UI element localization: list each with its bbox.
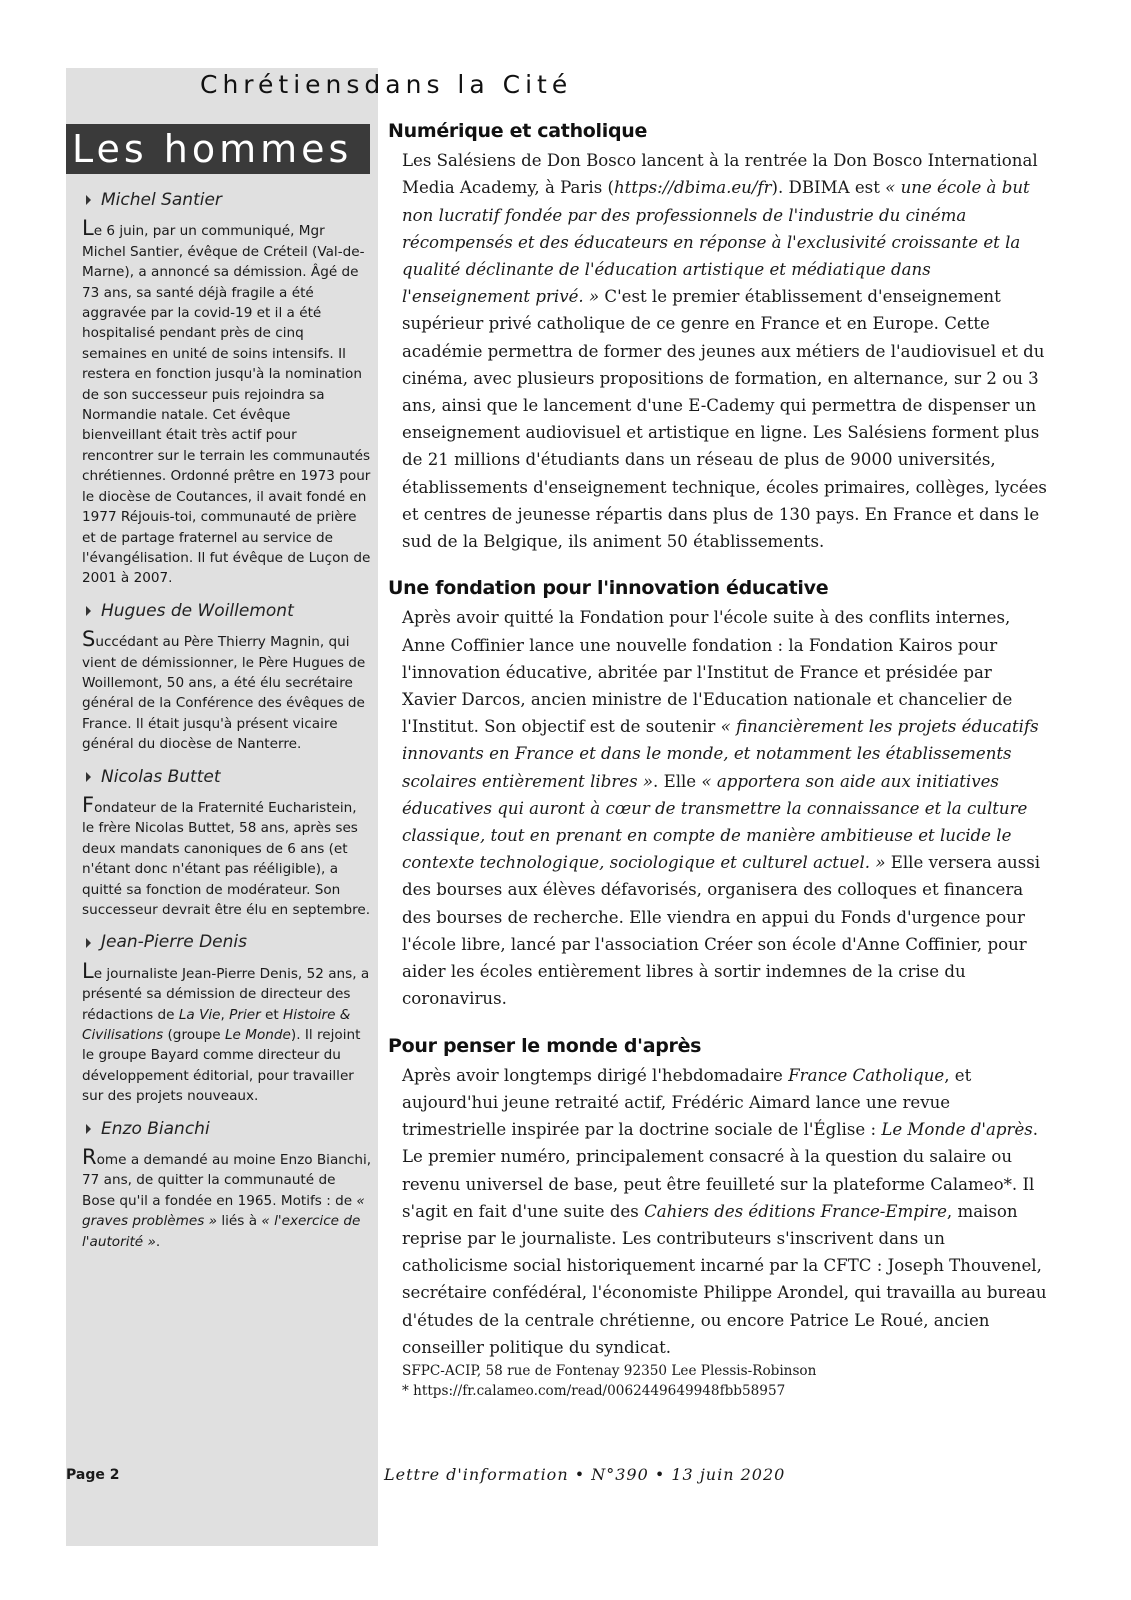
- issue-info: Lettre d'information • N°390 • 13 juin 2020: [384, 1465, 786, 1484]
- quote: « l'exercice de l'autorité »: [82, 1213, 361, 1250]
- page-number: Page 2: [66, 1467, 120, 1483]
- link-footnote[interactable]: * https://fr.calameo.com/read/0062449649948fbb58957: [402, 1382, 786, 1399]
- article-body: [402, 604, 1048, 1012]
- address-footnote: SFPC-ACIP, 58 rue de Fontenay 92350 Lee Plessis-Robinson: [402, 1362, 817, 1379]
- article-text: , maison reprise par le journaliste. Les contributeurs s'inscrivent dans un catholicisme social historiquement incarné par la CFTC : Joseph Thouvenel, secrétaire confédéral, l'économiste Philippe Arondel, qui travailla au bureau d'études de la centrale chrétienne, ou encore Patrice Le Roué, ancien conseiller politique du syndicat.: [402, 1201, 1047, 1357]
- bullet-arrow-icon: [86, 606, 91, 616]
- article-text: Après avoir quitté la Fondation pour l'école suite à des conflits internes, Anne Coffinier lance une nouvelle fondation : la Fondation Kairos pour l'innovation éducative, abritée par l'Institut de France et présidée par Xavier Darcos, ancien ministre de l'Education nationale et chancelier de l'Institut. Son objectif est de soutenir: [402, 608, 1013, 737]
- person-name: Hugues de Woillemont: [101, 600, 294, 621]
- bullet-arrow-icon: [86, 938, 91, 948]
- person-entry: [82, 190, 372, 589]
- article-text: . Le premier numéro, principalement consacré à la question du salaire ou revenu universel de base, peut être feuilleté sur la plateforme Calameo*. Il s'agit en fait d'une suite des: [402, 1120, 1039, 1221]
- person-text-part: (groupe: [163, 1027, 225, 1044]
- drop-cap: L: [82, 958, 94, 983]
- article: [388, 118, 1048, 555]
- people-column: [82, 190, 372, 1264]
- person-text-body: ondateur de la Fraternité Eucharistein, le frère Nicolas Buttet, 58 ans, après ses deux mandats canoniques de 6 ans (et n'étant donc n'étant pas rééligible), a quitté sa fonction de modérateur. Son successeur devrait être élu en septembre.: [82, 799, 371, 918]
- bullet-arrow-icon: [86, 772, 91, 782]
- person-name-heading: [86, 932, 372, 952]
- article: [388, 1033, 1048, 1401]
- drop-cap: S: [82, 627, 96, 652]
- article-link[interactable]: https://dbima.eu/fr: [613, 178, 772, 198]
- article-title: Numérique et catholique: [388, 120, 648, 142]
- article-body: [402, 147, 1048, 555]
- person-text-part: ,: [220, 1006, 230, 1023]
- drop-cap: L: [82, 216, 94, 241]
- article-text: ). DBIMA est: [771, 178, 886, 198]
- person-name: Enzo Bianchi: [101, 1118, 210, 1139]
- article-title: Une fondation pour l'innovation éducative: [388, 577, 829, 600]
- publication-title: Prier: [229, 1006, 261, 1023]
- publication-title: France Catholique: [788, 1065, 945, 1085]
- person-entry: [82, 1119, 372, 1252]
- person-entry: [82, 601, 372, 755]
- article-quote: « une école à but non lucratif fondée par des professionnels de l'industrie du cinéma récompensés et des éducateurs en réponse à l'exclusivité croissante et la qualité déclinante de l'éducation artistique et médiatique dans l'enseignement privé. »: [402, 178, 1030, 307]
- publication-title: Cahiers des éditions France-Empire: [644, 1201, 947, 1221]
- article-text: , et aujourd'hui jeune retraité actif, Frédéric Aimard lance une revue trimestrielle inspirée par la doctrine sociale de l'Église :: [402, 1065, 972, 1140]
- article-text: Après avoir longtemps dirigé l'hebdomadaire: [402, 1065, 789, 1085]
- publication-title: La Vie: [178, 1006, 221, 1023]
- article-quote: « apportera son aide aux initiatives éducatives qui auront à cœur de transmettre la connaissance et la culture classique, tout en prenant en compte de manière ambitieuse et lucide le contexte technologique, sociologique et culturel actuel. »: [402, 771, 1028, 873]
- publication-title: Le Monde: [224, 1027, 291, 1044]
- article-text: C'est le premier établissement d'enseignement supérieur privé catholique de ce genre en France et en Europe. Cette académie permettra de former des jeunes aux métiers de l'audiovisuel et du cinéma, avec plusieurs propositions de formation, en alternance, sur 2 ou 3 ans, ainsi que le lancement d'une E-Cademy qui permettra de dispenser un enseignement audiovisuel et artistique en ligne. Les Salésiens forment plus de 21 millions d'étudiants dans un réseau de plus de 9000 universités, établissements d'enseignement technique, écoles primaires, collèges, lycées et centres de jeunesse répartis dans plus de 130 pays. En France et dans le sud de la Belgique, ils animent 50 établissements.: [402, 287, 1047, 552]
- person-entry: [82, 767, 372, 921]
- article-quote: « financièrement les projets éducatifs innovants en France et dans le monde, et notamment les établissements scolaires entièrement libres »: [402, 717, 1039, 791]
- bullet-arrow-icon: [86, 195, 91, 205]
- footnotes: [402, 1361, 1048, 1401]
- person-text-part: ). Il rejoint le groupe Bayard comme directeur du développement éditorial, pour travailler sur des projets nouveaux.: [82, 1027, 361, 1105]
- person-text-part: ome a demandé au moine Enzo Bianchi, 77 ans, de quitter la communauté de Bose qu'il a fondée en 1965. Motifs : de: [82, 1152, 372, 1209]
- article-text: . Elle: [653, 771, 702, 791]
- person-name-heading: [86, 190, 372, 210]
- person-name: Nicolas Buttet: [101, 766, 221, 787]
- person-text-part: liés à: [217, 1213, 262, 1230]
- person-name-heading: [86, 601, 372, 621]
- article-title: Pour penser le monde d'après: [388, 1034, 702, 1057]
- person-name: Jean-Pierre Denis: [101, 932, 247, 953]
- person-name: Michel Santier: [101, 190, 222, 210]
- bullet-arrow-icon: [86, 1124, 91, 1134]
- article-text: Les Salésiens de Don Bosco lancent à la rentrée la Don Bosco International Media Academy, à Paris (: [402, 151, 1038, 198]
- publication-title: Le Monde d'après: [881, 1120, 1033, 1140]
- person-text-body: e 6 juin, par un communiqué, Mgr Michel Santier, évêque de Créteil (Val-de-Marne), a annoncé sa démission. Âgé de 73 ans, sa santé déjà fragile a été aggravée par la covid-19 et il a été hospitalisé pendant près de cinq semaines en unité de soins intensifs. Il restera en fonction jusqu'à la nomination de son successeur puis rejoindra sa Normandie natale. Cet évêque bienveillant était très actif pour rencontrer sur le terrain les communautés chrétiennes. Ordonné prêtre en 1973 pour le diocèse de Coutances, il avait fondé en 1977 Réjouis-toi, communauté de prière et de partage fraternel au service de l'évangélisation. Il fut évêque de Luçon de 2001 à 2007.: [82, 223, 371, 587]
- person-text: [82, 792, 372, 920]
- person-name-heading: [86, 767, 372, 787]
- publication-title: Histoire & Civilisations: [82, 1006, 351, 1044]
- person-text-part: .: [155, 1233, 161, 1250]
- person-text-part: et: [260, 1006, 284, 1023]
- person-text: [82, 958, 372, 1107]
- article-body: [402, 1062, 1048, 1361]
- person-text: [82, 1147, 372, 1252]
- person-text: [82, 629, 372, 754]
- person-text-part: e journaliste Jean-Pierre Denis, 52 ans, a présenté sa démission de directeur des rédactions de: [82, 965, 370, 1023]
- quote: « graves problèmes »: [82, 1192, 365, 1230]
- person-text-body: uccédant au Père Thierry Magnin, qui vient de démissionner, le Père Hugues de Woillemont, 50 ans, a été élu secrétaire général de la Conférence des évêques de France. Il était jusqu'à présent vicaire général du diocèse de Nanterre.: [82, 634, 366, 753]
- article-text: Elle versera aussi des bourses aux élèves défavorisés, organisera des colloques et financera des bourses de recherche. Elle viendra en appui du Fonds d'urgence pour l'école libre, lancé par l'association Créer son école d'Anne Coffinier, pour aider les écoles entièrement libres à sortir indemnes de la crise du coronavirus.: [402, 853, 1041, 1009]
- drop-cap: F: [82, 792, 95, 817]
- drop-cap: R: [82, 1145, 97, 1170]
- person-entry: [82, 932, 372, 1106]
- section-heading: Les hommes: [66, 124, 370, 174]
- person-text: [82, 218, 372, 588]
- article: [388, 575, 1048, 1012]
- articles-column: [388, 118, 1048, 1421]
- person-name-heading: [86, 1119, 372, 1139]
- newsletter-title: Chrétiensdans la Cité: [200, 70, 573, 99]
